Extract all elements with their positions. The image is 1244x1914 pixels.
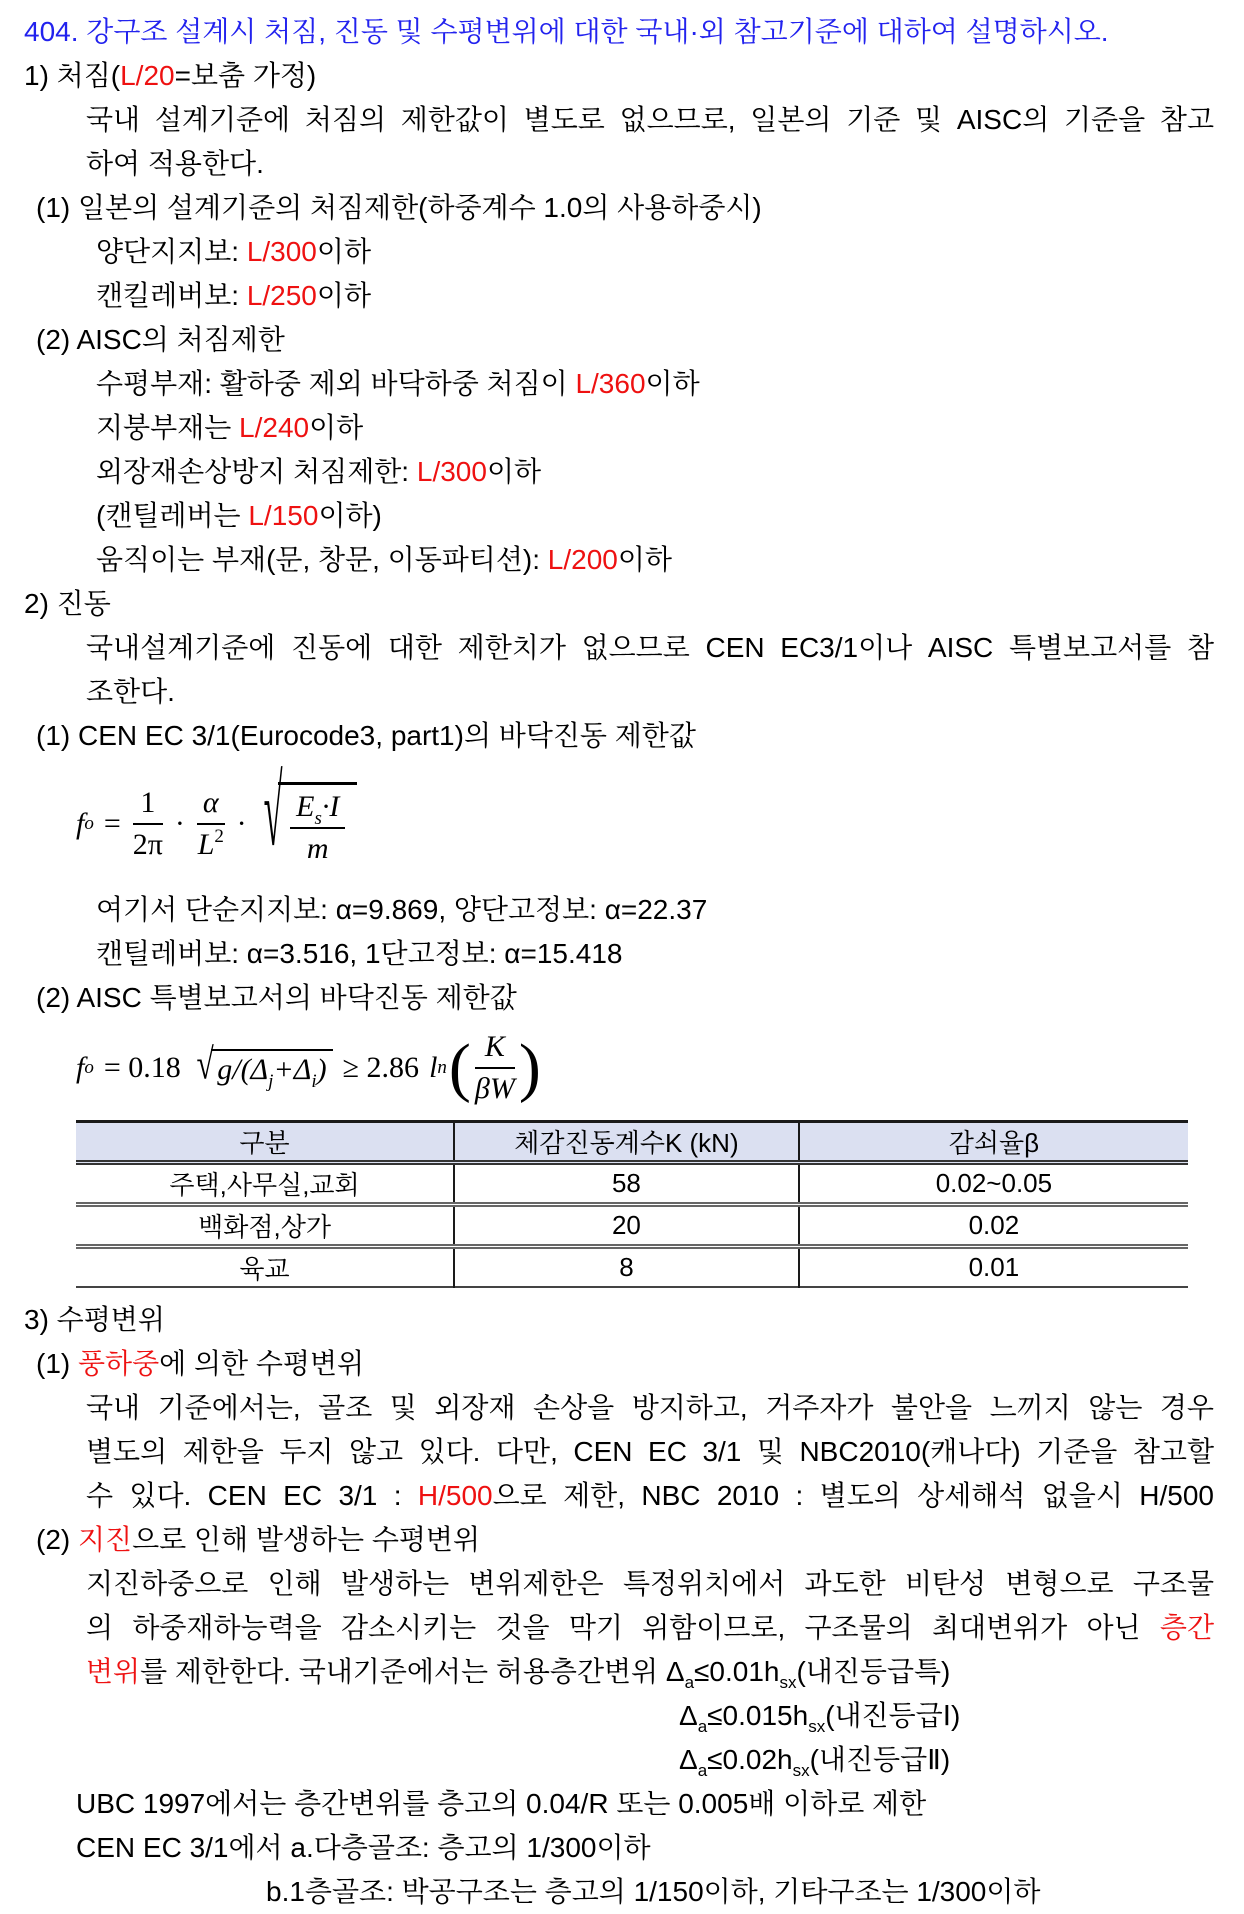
radical-sign: √	[196, 1040, 214, 1089]
alpha-values-line-1: 여기서 단순지지보: α=9.869, 양단고정보: α=22.37	[96, 894, 708, 925]
section2-paragraph-1: 국내설계기준에 진동에 대한 제한치가 없으므로 CEN EC3/1이나 AISC 특별보고서를 참	[86, 632, 1214, 663]
formula1-den2	[197, 825, 225, 862]
red-highlight-wind: 풍하중	[78, 1348, 160, 1379]
seismic-displacement-heading	[36, 1518, 1214, 1562]
text-segment: ≤0.015h	[707, 1700, 809, 1731]
table-cell: 58	[454, 1163, 799, 1205]
h-sub: sx	[779, 1673, 797, 1692]
text-segment: 이하	[486, 456, 542, 487]
eurocode-vibration-heading: (1) CEN EC 3/1(Eurocode3, part1)의 바닥진동 제한값	[36, 720, 696, 751]
wind-paragraph-3	[86, 1474, 1214, 1518]
formula1-den2-sup: 2	[214, 826, 224, 847]
red-highlight-story2: 변위	[86, 1656, 141, 1687]
formula1-fraction-3	[290, 790, 345, 866]
formula2-fraction	[475, 1030, 515, 1106]
text-segment: =보춤 가정)	[174, 60, 317, 91]
table-cell: 20	[454, 1205, 799, 1247]
red-highlight-h500: H/500	[417, 1480, 493, 1511]
text-segment: (내진등급특)	[796, 1656, 951, 1687]
red-highlight-l250: L/250	[246, 280, 317, 311]
red-highlight-l360: L/360	[575, 368, 646, 399]
wind-displacement-heading	[36, 1342, 1214, 1386]
table-cell: 0.01	[799, 1247, 1188, 1288]
formula2-comparison: ≥ 2.86	[342, 1051, 420, 1084]
text-segment: 이하	[309, 412, 364, 443]
red-highlight-story1: 층간	[1159, 1612, 1214, 1643]
text-segment: (1)	[36, 1348, 78, 1379]
table-row	[76, 1247, 1188, 1288]
text-segment: 외장재손상방지 처짐제한:	[96, 456, 417, 487]
red-highlight-l150: L/150	[248, 500, 319, 531]
deflection-roof-member	[96, 406, 1214, 450]
deflection-horizontal-member	[96, 362, 1214, 406]
text-segment: (내진등급Ⅱ)	[809, 1744, 951, 1775]
text-segment: 를 제한한다. 국내기준에서는 허용층간변위	[140, 1656, 666, 1687]
text-segment: 이하	[617, 544, 672, 575]
delta-sub: a	[697, 1761, 708, 1780]
formula1-den2-base: L	[197, 828, 215, 861]
alpha-values-line-2: 캔틸레버보: α=3.516, 1단고정보: α=15.418	[96, 938, 623, 969]
section2-heading: 2) 진동	[24, 588, 111, 619]
formula2-rad-g: g/(Δ	[217, 1053, 269, 1086]
table-cell: 주택,사무실,교회	[76, 1163, 454, 1205]
text-segment: 이하	[316, 280, 371, 311]
drift-limit-grade-2	[679, 1738, 1214, 1782]
text-segment: 양단지지보:	[96, 236, 247, 267]
text-segment: (내진등급Ⅰ)	[825, 1700, 961, 1731]
text-segment: 에 의한 수평변위	[159, 1348, 365, 1379]
text-segment: 이하)	[318, 500, 382, 531]
delta-symbol: Δ	[679, 1700, 698, 1731]
formula1-fraction-1	[133, 786, 163, 862]
text-segment: 으로 인해 발생하는 수평변위	[132, 1524, 481, 1555]
section1-paragraph-2: 하여 적용한다.	[86, 148, 264, 179]
formula1-fraction-2	[197, 786, 225, 862]
formula1-num1: 1	[133, 786, 163, 825]
wind-paragraph-1: 국내 기준에서는, 골조 및 외장재 손상을 방지하고, 거주자가 불안을 느끼지 않는 경우	[86, 1392, 1214, 1423]
formula2-rad-close: )	[316, 1053, 327, 1086]
formula2-prefix: = 0.18	[103, 1051, 181, 1084]
aisc-vibration-heading: (2) AISC 특별보고서의 바닥진동 제한값	[36, 982, 517, 1013]
table-cell: 8	[454, 1247, 799, 1288]
section1-heading	[24, 54, 1214, 98]
red-highlight-seismic: 지진	[78, 1524, 133, 1555]
formula1-E-sub: s	[314, 808, 322, 829]
text-segment: ≤0.01h	[694, 1656, 780, 1687]
section2-paragraph-2: 조한다.	[86, 676, 175, 707]
delta-symbol: Δ	[665, 1656, 685, 1687]
table-cell: 0.02	[799, 1205, 1188, 1247]
text-segment: 수 있다. CEN EC 3/1 :	[86, 1480, 418, 1511]
formula1-radical	[261, 758, 358, 868]
text-segment: 캔킬레버보:	[96, 280, 247, 311]
table-header-row	[76, 1122, 1188, 1163]
seismic-paragraph-2	[86, 1606, 1214, 1650]
deflection-simple-beam	[96, 230, 1214, 274]
text-segment: 움직이는 부재(문, 창문, 이동파티션):	[96, 544, 548, 575]
formula-eurocode-floor-vibration: f o = $\frac{1}{2\pi}$ · $\frac{\alpha}{L^2}$ · √ $\frac{E_s\cdot I}{m}$	[76, 772, 1214, 876]
formula2-delta-j-sub: j	[268, 1071, 274, 1092]
vibration-constants-table	[76, 1120, 1188, 1288]
text-segment: (2)	[36, 1524, 78, 1555]
question-title: 404. 강구조 설계시 처짐, 진동 및 수평변위에 대한 국내·외 참고기준에 대하여 설명하시오.	[24, 16, 1109, 47]
formula1-E: E	[296, 790, 315, 823]
formula1-dot-2: ·	[236, 807, 247, 840]
drift-limit-grade-1	[679, 1694, 1214, 1738]
drift-limit-special	[86, 1650, 1214, 1694]
deflection-cantilever-note	[96, 494, 1214, 538]
formula1-rad-num	[290, 790, 345, 829]
wind-paragraph-2: 별도의 제한을 두지 않고 있다. 다만, CEN EC 3/1 및 NBC2010(캐나다) 기준을 참고할	[86, 1436, 1214, 1467]
cen-single-story-limit: b.1층골조: 박공구조는 층고의 1/150이하, 기타구조는 1/300이하	[266, 1876, 1041, 1907]
text-segment: 이하	[316, 236, 371, 267]
table-header-k: 체감진동계수K (kN)	[454, 1122, 799, 1163]
formula1-radicand	[278, 782, 357, 866]
formula1-rad-den: m	[306, 832, 329, 865]
deflection-moving-member	[96, 538, 1214, 582]
red-highlight-l300b: L/300	[416, 456, 487, 487]
text-segment: 이하	[645, 368, 700, 399]
formula2-rad-plus: +Δ	[273, 1053, 312, 1086]
aisc-deflection-heading: (2) AISC의 처짐제한	[36, 324, 285, 355]
seismic-paragraph-1: 지진하중으로 인해 발생하는 변위제한은 특정위치에서 과도한 비탄성 변형으로 구조물	[86, 1568, 1214, 1599]
formula2-radical	[195, 1040, 333, 1092]
red-highlight-l20: L/20	[120, 60, 175, 91]
formula2-frac-num: K	[475, 1030, 515, 1069]
formula1-lhs: f	[76, 807, 85, 840]
delta-sub: a	[697, 1717, 708, 1736]
section3-heading: 3) 수평변위	[24, 1304, 165, 1335]
text-segment: 수평부재: 활하중 제외 바닥하중 처짐이	[96, 368, 576, 399]
h-sub: sx	[792, 1761, 810, 1780]
radical-sign: √	[263, 758, 283, 868]
formula-aisc-floor-vibration: f o = 0.18 √ $g/(\Delta_j+\Delta_i)$ ≥ 2.86 l n ( $\frac{K}{\beta W}$ )	[76, 1030, 541, 1105]
text-segment: 1) 처짐(	[24, 60, 121, 91]
ubc-drift-limit: UBC 1997에서는 층간변위를 층고의 0.04/R 또는 0.005배 이하로 제한	[76, 1788, 927, 1819]
formula1-equals: =	[103, 807, 121, 840]
formula2-ln: l	[429, 1051, 438, 1084]
table-row	[76, 1205, 1188, 1247]
table-cell: 육교	[239, 1254, 290, 1284]
formula1-I: ·I	[321, 790, 340, 823]
deflection-cladding-protection	[96, 450, 1214, 494]
formula2-delta-i-sub: i	[311, 1071, 317, 1092]
delta-sub: a	[684, 1673, 695, 1692]
table-row	[76, 1163, 1188, 1205]
formula2-lhs: f	[76, 1051, 85, 1084]
delta-symbol: Δ	[679, 1744, 698, 1775]
deflection-cantilever-beam	[96, 274, 1214, 318]
cen-multistory-limit: CEN EC 3/1에서 a.다층골조: 층고의 1/300이하	[76, 1832, 651, 1863]
red-highlight-l300: L/300	[246, 236, 317, 267]
formula1-num2: α	[197, 786, 225, 825]
h-sub: sx	[808, 1717, 826, 1736]
text-segment: 으로 제한, NBC 2010 : 별도의 상세해석 없을시 H/500	[492, 1480, 1214, 1511]
formula2-frac-den: βW	[474, 1072, 515, 1105]
text-segment: ≤0.02h	[707, 1744, 793, 1775]
table-header-beta: 감쇠율β	[799, 1122, 1188, 1163]
table-cell: 백화점,상가	[76, 1205, 454, 1247]
table-cell: 0.02~0.05	[799, 1163, 1188, 1205]
formula1-den1: 2π	[132, 828, 163, 861]
formula2-radicand	[211, 1049, 332, 1092]
section1-paragraph-1: 국내 설계기준에 처짐의 제한값이 별도로 없으므로, 일본의 기준 및 AISC의 기준을 참고	[86, 104, 1214, 135]
table-header-category: 구분	[76, 1122, 454, 1163]
formula1-dot-1: ·	[174, 807, 185, 840]
text-segment: 의 하중재하능력을 감소시키는 것을 막기 위함이므로, 구조물의 최대변위가 아닌	[86, 1612, 1160, 1643]
text-segment: (캔틸레버는	[96, 500, 249, 531]
red-highlight-l240: L/240	[239, 412, 310, 443]
text-segment: 지붕부재는	[96, 412, 240, 443]
japan-deflection-heading: (1) 일본의 설계기준의 처짐제한(하중계수 1.0의 사용하중시)	[36, 192, 762, 223]
red-highlight-l200: L/200	[547, 544, 618, 575]
